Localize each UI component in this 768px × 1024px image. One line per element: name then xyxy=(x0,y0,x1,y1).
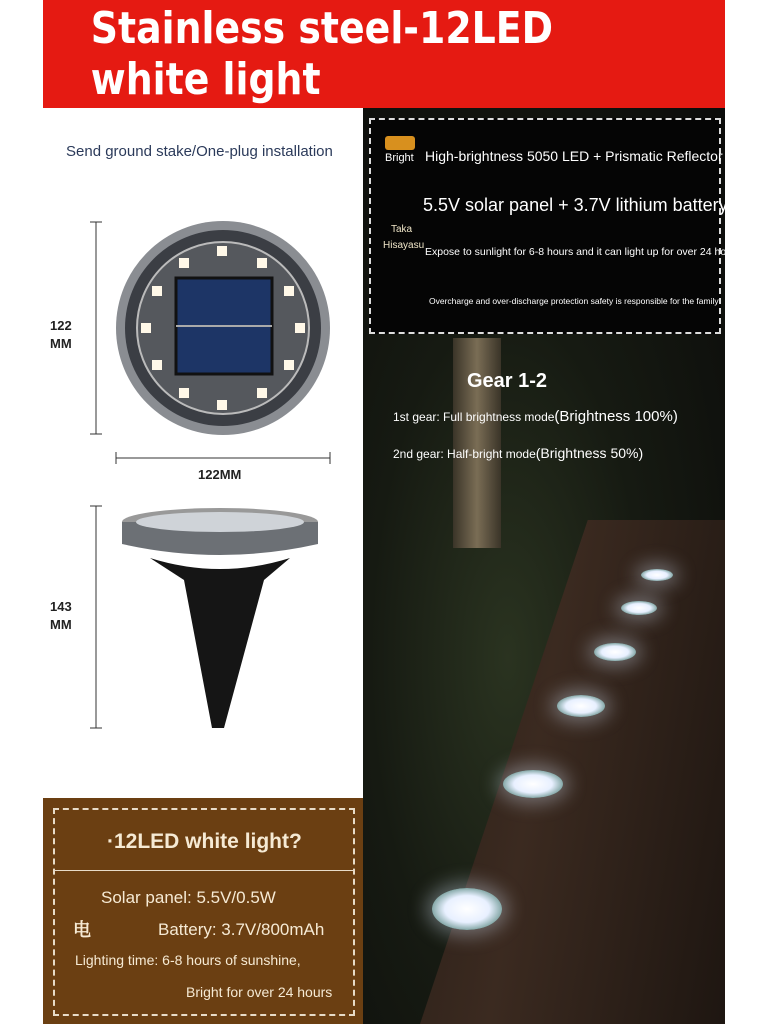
feature-power: 5.5V solar panel + 3.7V lithium battery xyxy=(423,195,728,215)
feature-box xyxy=(369,118,741,334)
path-light xyxy=(503,770,563,798)
gear-mode-2-value: (Brightness 50%) xyxy=(535,445,644,461)
feature-runtime: Expose to sunlight for 6-8 hours and it can light up for over 24 hours xyxy=(425,246,741,258)
gear-title: Gear 1-2 xyxy=(467,370,548,392)
gear-mode-1-label: 1st gear: Full brightness mode xyxy=(393,410,555,424)
height-label: 143 MM xyxy=(50,599,72,632)
gear-mode-1 xyxy=(393,408,678,426)
install-note: Send ground stake/One-plug installation xyxy=(66,143,333,160)
specs-heading: ·12LED white light? xyxy=(107,830,302,853)
path-light xyxy=(641,569,673,581)
spec-solar: Solar panel: 5.5V/0.5W xyxy=(101,888,276,907)
specs-panel xyxy=(43,798,363,1024)
feature-led: High-brightness 5050 LED + Prismatic Reflector xyxy=(425,148,723,164)
path-light xyxy=(557,695,605,717)
bright-badge: Bright xyxy=(385,152,414,164)
path-light xyxy=(594,643,636,661)
lamp-top-view xyxy=(84,218,344,478)
specs-divider xyxy=(55,870,353,871)
brand-bottom: Hisayasu xyxy=(383,240,425,251)
diameter-label-vertical: 122 MM xyxy=(50,318,72,351)
specs-box xyxy=(53,808,355,1016)
spec-battery: Battery: 3.7V/800mAh xyxy=(158,920,325,939)
gear-mode-2 xyxy=(393,445,643,463)
brand-top: Taka xyxy=(391,224,413,235)
title-banner xyxy=(43,0,725,108)
feature-protection: Overcharge and over-discharge protection safety is responsible for the family xyxy=(429,296,719,306)
spec-lighting: Lighting time: 6-8 hours of sunshine, xyxy=(75,952,301,968)
path-light xyxy=(621,601,657,615)
spec-bright: Bright for over 24 hours xyxy=(186,984,333,1000)
lamp-side-view xyxy=(84,500,344,735)
bright-badge-bg xyxy=(385,136,415,150)
diameter-label-horizontal: 122MM xyxy=(198,467,242,482)
banner-title: Stainless steel-12LED white light xyxy=(90,3,554,105)
spec-char: 电 xyxy=(73,920,91,940)
gear-mode-2-label: 2nd gear: Half-bright mode xyxy=(393,447,536,461)
gear-mode-1-value: (Brightness 100%) xyxy=(554,408,678,425)
path-light xyxy=(432,888,502,930)
